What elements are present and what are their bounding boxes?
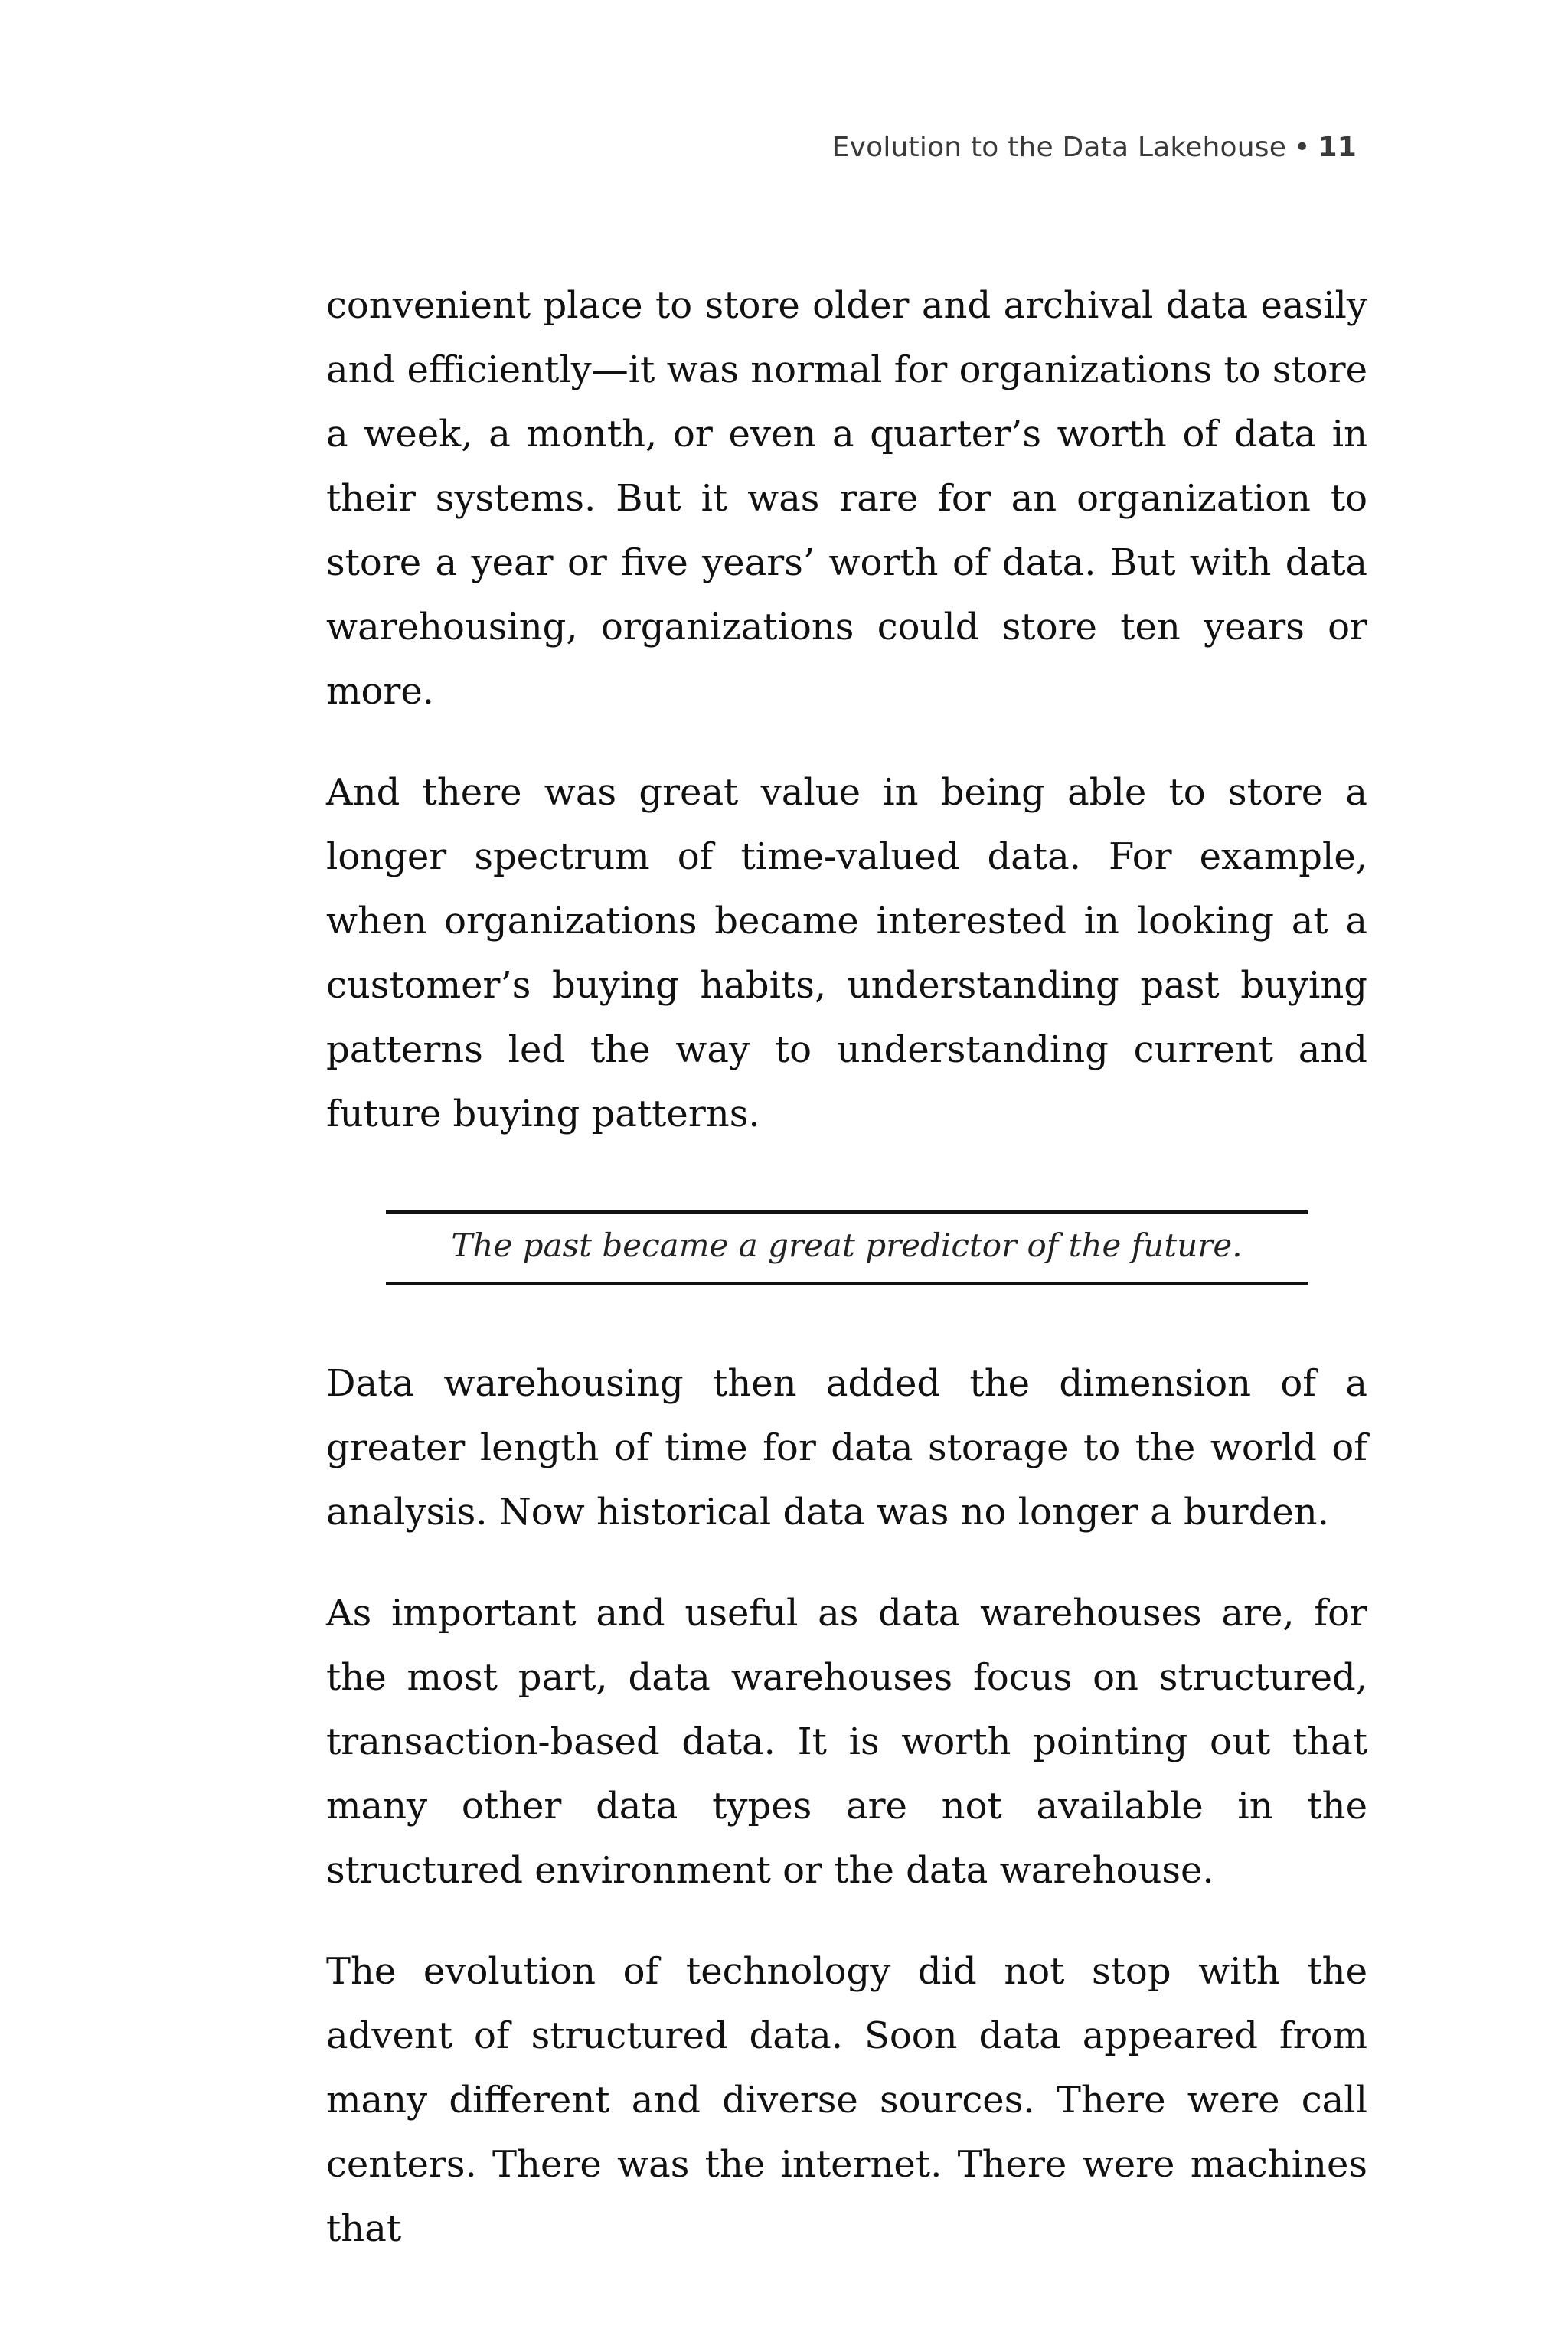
body-paragraph: The evolution of technology did not stop with the advent of structured data. Soon data appeared from many different and diverse sources. There were call centers. There was the internet. There were machines that xyxy=(326,1950,1367,2250)
chapter-title: Evolution to the Data Lakehouse xyxy=(831,132,1287,163)
body-paragraph: As important and useful as data warehouses are, for the most part, data warehouses focus on structured, transaction-based data. It is worth pointing out that many other data types are not available in the structured environment or the data warehouse. xyxy=(326,1592,1367,1892)
header-separator: • xyxy=(1294,132,1311,163)
body-paragraph: convenient place to store older and archival data easily and efficiently—it was normal for organizations to store a week, a month, or even a quarter’s worth of data in their systems. But it was rare for an organization to store a year or five years’ worth of data. But with data warehousing, organizations could store ten years or more. xyxy=(326,284,1367,713)
body-paragraph: Data warehousing then added the dimension of a greater length of time for data storage to the world of analysis. Now historical data was no longer a burden. xyxy=(326,1362,1367,1534)
page-number: 11 xyxy=(1318,132,1357,163)
pull-quote: The past became a great predictor of the future. xyxy=(386,1210,1308,1285)
body-paragraph: And there was great value in being able to store a longer spectrum of time-valued data. For example, when organizations became interested in looking at a customer’s buying habits, understanding past buying patterns led the way to understanding current and future buying patterns. xyxy=(326,771,1367,1135)
running-header xyxy=(832,132,1357,163)
page-body xyxy=(326,273,1367,2298)
